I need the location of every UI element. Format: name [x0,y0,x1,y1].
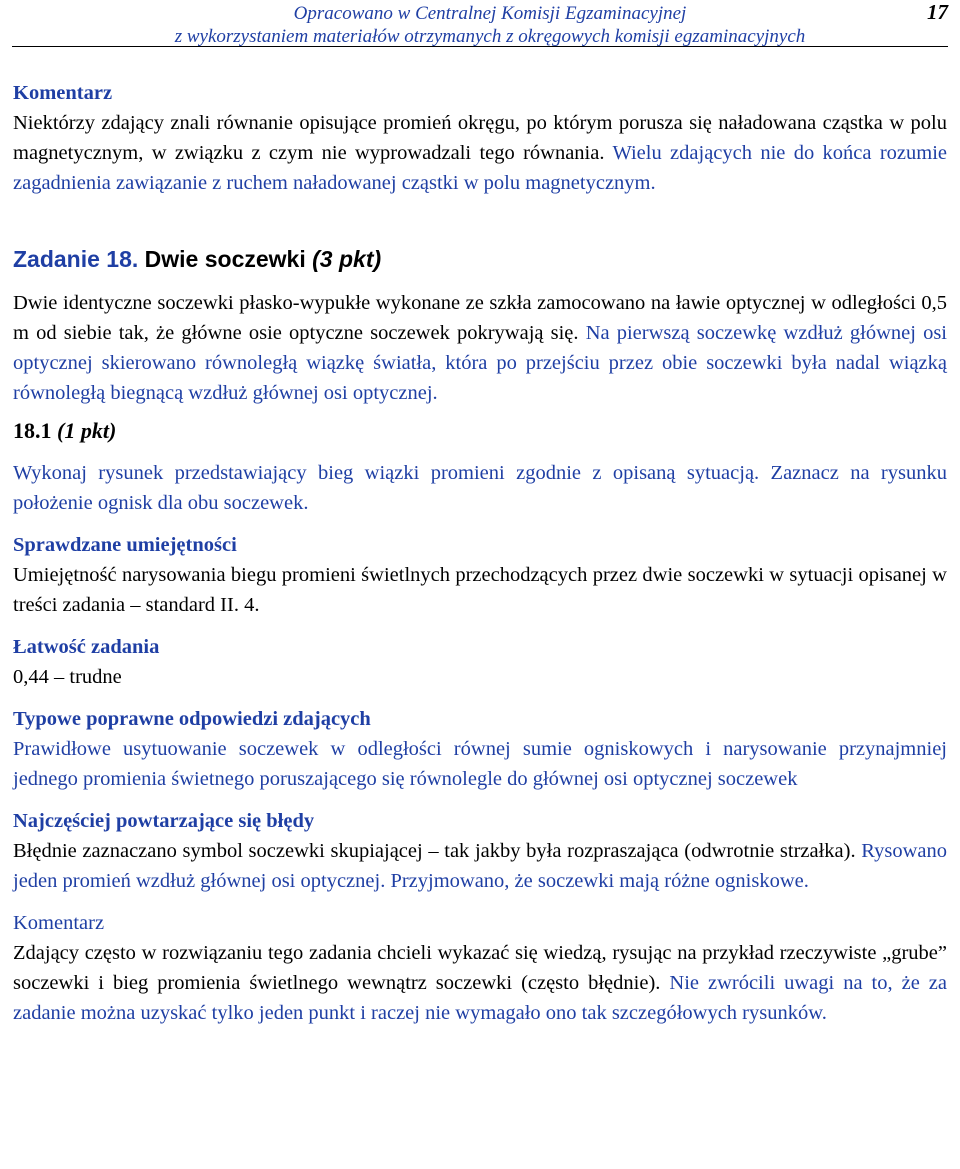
komentarz-heading-2: Komentarz [13,912,105,934]
bledy-section [13,806,947,896]
zadanie-paragraph [13,288,947,408]
sprawdzane-section [13,530,947,620]
bledy-heading: Najczęściej powtarzające się błędy [13,810,315,832]
subtask-section [13,416,947,518]
header-divider [12,46,948,47]
komentarz2-text-black: Zdający często w rozwiązaniu tego zadania chcieli wykazać się wiedzą, rysując na przykład rzeczywiste „grube” soczewki i bieg promienia świetlnego wewnątrz soczewki (często błędnie). [13,942,947,994]
komentarz-text-black: Niektórzy zdający znali równanie opisujące promień okręgu, po którym porusza się naładowana cząstka w polu magnetycznym, w związku z czym nie wyprowadzali tego równania. [13,112,947,164]
latwosc-section [13,632,947,692]
subtask-text: Wykonaj rysunek przedstawiający bieg wiązki promieni zgodnie z opisaną sytuacją. Zaznacz na rysunku położenie ognisk dla obu soczewek. [13,462,947,514]
zadanie-title [13,244,947,274]
sprawdzane-heading: Sprawdzane umiejętności [13,534,237,556]
komentarz2-text-blue: Nie zwrócili uwagi na to, że za zadanie można uzyskać tylko jeden punkt i raczej nie wymagało ono tak szczegółowych rysunków. [13,972,948,1024]
page-header [0,0,960,46]
page-number: 17 [927,0,948,24]
header-text [140,2,840,48]
subtask-number: 18.1 [13,418,52,443]
sprawdzane-text: Umiejętność narysowania biegu promieni świetlnych przechodzących przez dwie soczewki w sytuacji opisanej w treści zadania – standard II. 4. [13,564,947,616]
bledy-text-blue: Rysowano jeden promień wzdłuż głównej osi optycznej. Przyjmowano, że soczewki mają różne ogniskowe. [13,840,948,892]
komentarz-section-1 [13,78,947,198]
typowe-text: Prawidłowe usytuowanie soczewek w odległości równej sumie ogniskowych i narysowanie przynajmniej jednego promienia świetnego poruszającego się równolegle do głównej osi optycznej soczewek [13,738,947,790]
subtask-title [13,416,947,446]
zadanie-points: (3 pkt) [312,246,382,272]
zadanie-section [13,244,947,408]
komentarz-heading: Komentarz [13,82,113,104]
bledy-text-black: Błędnie zaznaczano symbol soczewki skupiającej – tak jakby była rozpraszająca (odwrotnie strzałka). [13,840,856,862]
zadanie-text-black: Dwie identyczne soczewki płasko-wypukłe wykonane ze szkła zamocowano na ławie optycznej w odległości 0,5 m od siebie tak, że główne osie optyczne soczewek pokrywają się. [13,292,947,344]
header-line-1: Opracowano w Centralnej Komisji Egzaminacyjnej [293,3,687,24]
bledy-paragraph [13,836,947,896]
latwosc-text: 0,44 – trudne [13,666,122,688]
zadanie-text-blue: Na pierwszą soczewkę wzdłuż głównej osi optycznej skierowano równoległą wiązkę światła, która po przejściu przez obie soczewki była nadal wiązką równoległą biegnącą wzdłuż głównej osi optycznej. [13,322,948,404]
zadanie-name: Dwie soczewki [144,246,306,272]
zadanie-label: Zadanie 18. [13,246,139,272]
latwosc-heading: Łatwość zadania [13,636,160,658]
document-body [13,78,947,1028]
typowe-heading: Typowe poprawne odpowiedzi zdających [13,708,371,730]
komentarz-paragraph-2 [13,938,947,1028]
komentarz-section-2 [13,908,947,1028]
subtask-points: (1 pkt) [57,418,117,443]
typowe-section [13,704,947,794]
komentarz-text-blue: Wielu zdających nie do końca rozumie zagadnienia zawiązanie z ruchem naładowanej cząstki w polu magnetycznym. [13,142,947,194]
komentarz-paragraph [13,108,947,198]
header-line-2: z wykorzystaniem materiałów otrzymanych z okręgowych komisji egzaminacyjnych [174,26,806,47]
